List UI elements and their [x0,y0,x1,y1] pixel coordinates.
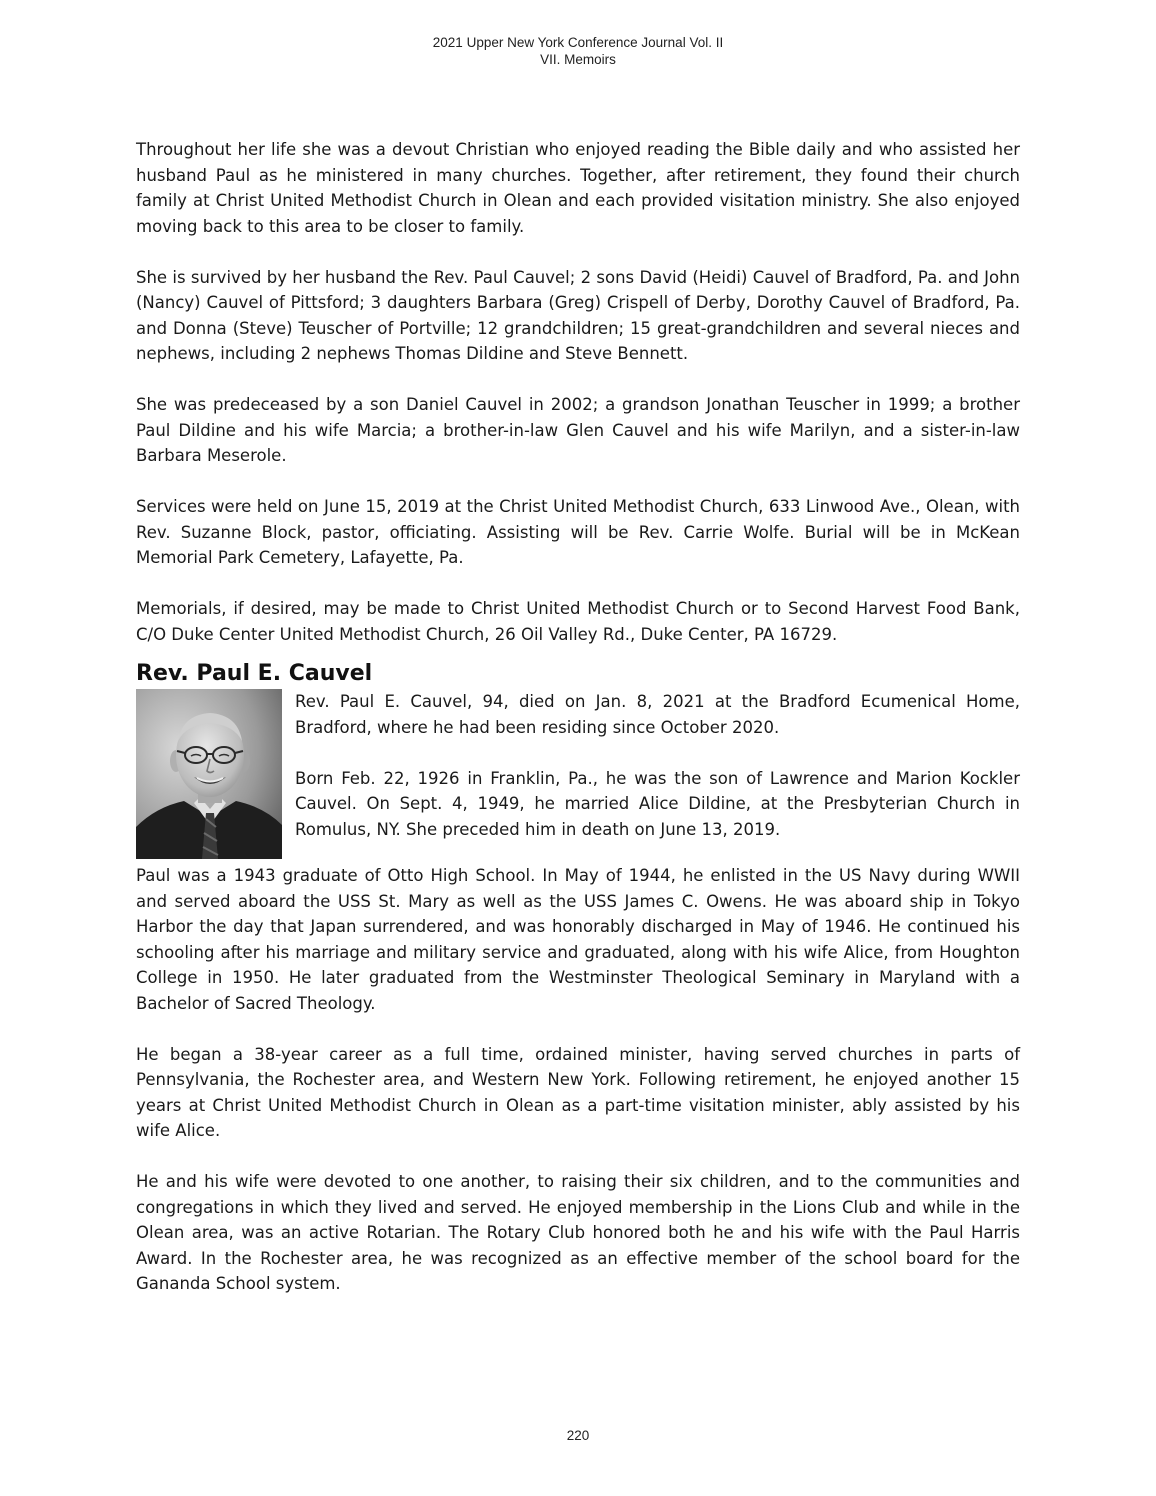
running-header [0,34,1156,68]
page-content [136,137,1020,1322]
paragraph: She is survived by her husband the Rev. Paul Cauvel; 2 sons David (Heidi) Cauvel of Bradford, Pa. and John (Nancy) Cauvel of Pittsford; 3 daughters Barbara (Greg) Crispell of Derby, Dorothy Cauvel of Bradford, Pa. and Donna (Steve) Teuscher of Portville; 12 grandchildren; 15 great-grandchildren and several nieces and nephews, including 2 nephews Thomas Dildine and Steve Bennett. [136,267,1020,363]
paragraph: Throughout her life she was a devout Christian who enjoyed reading the Bible daily and who assisted her husband Paul as he ministered in many churches. Together, after retirement, they found their church family at Christ United Methodist Church in Olean and each provided visitation ministry. She also enjoyed moving back to this area to be closer to family. [136,140,1020,236]
paragraph: She was predeceased by a son Daniel Cauvel in 2002; a grandson Jonathan Teuscher in 1999; a brother Paul Dildine and his wife Marcia; a brother-in-law Glen Cauvel and his wife Marilyn, and a sister-in-law Barbara Meserole. [136,395,1020,465]
paragraph: Paul was a 1943 graduate of Otto High School. In May of 1944, he enlisted in the US Navy during WWII and served aboard the USS St. Mary as well as the USS James C. Owens. He was aboard ship in Tokyo Harbor the day that Japan surrendered, and was honorably discharged in May of 1946. He continued his schooling after his marriage and military service and graduated, along with his wife Alice, from Houghton College in 1950. He later graduated from the Westminster Theological Seminary in Maryland with a Bachelor of Sacred Theology. [136,866,1020,1013]
paragraph: Services were held on June 15, 2019 at the Christ United Methodist Church, 633 Linwood Ave., Olean, with Rev. Suzanne Block, pastor, officiating. Assisting will be Rev. Carrie Wolfe. Burial will be in McKean Memorial Park Cemetery, Lafayette, Pa. [136,497,1020,567]
paragraph: Born Feb. 22, 1926 in Franklin, Pa., he was the son of Lawrence and Marion Kockler Cauvel. On Sept. 4, 1949, he married Alice Dildine, at the Presbyterian Church in Romulus, NY. She preceded him in death on June 13, 2019. [295,768,1020,839]
paragraph: He began a 38-year career as a full time, ordained minister, having served churches in parts of Pennsylvania, the Rochester area, and Western New York. Following retirement, he enjoyed another 15 years at Christ United Methodist Church in Olean as a part-time visitation minister, ably assisted by his wife Alice. [136,1044,1020,1140]
section-title: VII. Memoirs [540,52,616,67]
paragraph: Memorials, if desired, may be made to Christ United Methodist Church or to Second Harvest Food Bank, C/O Duke Center United Methodist Church, 26 Oil Valley Rd., Duke Center, PA 16729. [136,599,1020,644]
page-number: 220 [566,1428,590,1443]
memoir-heading: Rev. Paul E. Cauvel [136,661,373,686]
paragraph: Rev. Paul E. Cauvel, 94, died on Jan. 8, 2021 at the Bradford Ecumenical Home, Bradford, where he had been residing since October 2020. [295,692,1020,737]
journal-title: 2021 Upper New York Conference Journal Vol. II [432,35,724,50]
memoir-intro-text [295,689,1020,842]
portrait-photo [136,689,282,859]
paragraph: He and his wife were devoted to one another, to raising their six children, and to the communities and congregations in which they lived and served. He enjoyed membership in the Lions Club and while in the Olean area, was an active Rotarian. The Rotary Club honored both he and his wife with the Paul Harris Award. In the Rochester area, he was recognized as an effective member of the school board for the Gananda School system. [136,1172,1020,1293]
memoir-intro [136,689,1020,859]
